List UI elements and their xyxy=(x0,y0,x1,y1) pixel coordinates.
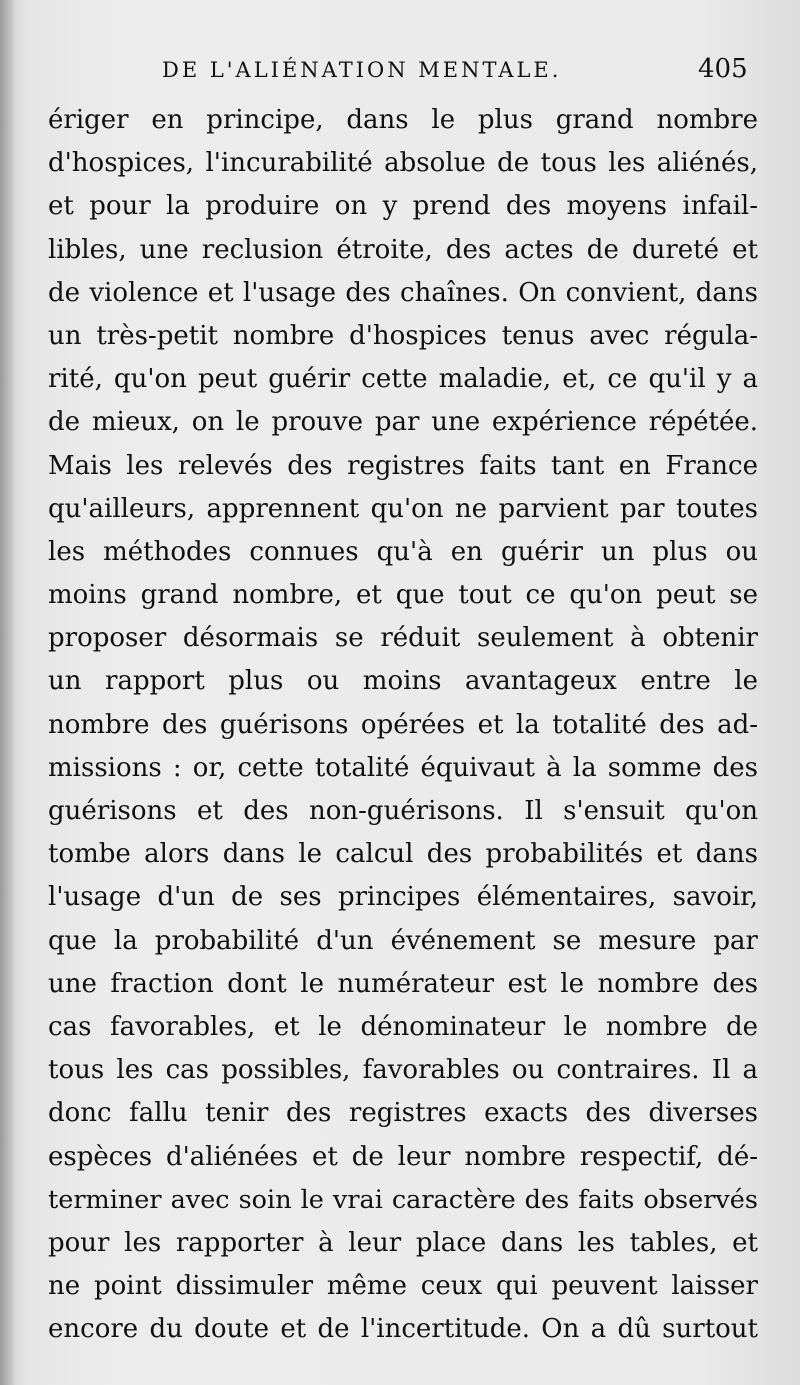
text-line: espèces d'aliénées et de leur nombre respectif, dé- xyxy=(48,1141,758,1172)
text-line: Mais les relevés des registres faits tant en France xyxy=(48,450,758,481)
page-gutter xyxy=(0,0,14,1385)
text-line: d'hospices, l'incurabilité absolue de tous les aliénés, xyxy=(48,148,758,179)
text-line: rité, qu'on peut guérir cette maladie, et, ce qu'il y a xyxy=(48,364,758,395)
text-line: qu'ailleurs, apprennent qu'on ne parvient par toutes xyxy=(48,493,758,524)
text-line: guérisons et des non-guérisons. Il s'ensuit qu'on xyxy=(48,796,758,826)
text-line: tous les cas possibles, favorables ou contraires. Il a xyxy=(48,1055,758,1086)
text-line: missions : or, cette totalité équivaut à la somme des xyxy=(48,752,758,783)
running-head: DE L'ALIÉNATION MENTALE. xyxy=(162,58,562,82)
text-line: un très-petit nombre d'hospices tenus avec régula- xyxy=(48,320,758,351)
text-line: l'usage d'un de ses principes élémentaires, savoir, xyxy=(48,882,758,913)
text-line: un rapport plus ou moins avantageux entre le xyxy=(48,666,758,697)
text-line: de violence et l'usage des chaînes. On convient, dans xyxy=(48,277,758,308)
text-line: terminer avec soin le vrai caractère des faits observés xyxy=(48,1184,758,1215)
text-line: tombe alors dans le calcul des probabilités et dans xyxy=(48,839,758,870)
text-line: les méthodes connues qu'à en guérir un plus ou xyxy=(48,536,758,567)
text-line: encore du doute et de l'incertitude. On a dû surtout xyxy=(48,1314,758,1345)
text-line: ne point dissimuler même ceux qui peuvent laisser xyxy=(48,1271,758,1302)
page-number: 405 xyxy=(698,54,748,84)
body-text xyxy=(48,99,758,1351)
text-line: nombre des guérisons opérées et la totalité des ad- xyxy=(48,709,758,740)
text-line: libles, une reclusion étroite, des actes de dureté et xyxy=(48,234,758,265)
text-line: de mieux, on le prouve par une expérience répétée. xyxy=(48,407,758,438)
text-line: que la probabilité d'un événement se mesure par xyxy=(48,925,758,956)
text-line: moins grand nombre, et que tout ce qu'on peut se xyxy=(48,580,758,611)
text-line: une fraction dont le numérateur est le nombre des xyxy=(48,968,758,999)
page-header xyxy=(0,52,800,92)
text-line: ériger en principe, dans le plus grand nombre xyxy=(48,105,758,135)
text-line: et pour la produire on y prend des moyens infail- xyxy=(48,191,758,222)
text-line: cas favorables, et le dénominateur le nombre de xyxy=(48,1011,758,1042)
text-line: donc fallu tenir des registres exacts des diverses xyxy=(48,1098,758,1129)
text-line: pour les rapporter à leur place dans les tables, et xyxy=(48,1227,758,1258)
text-line: proposer désormais se réduit seulement à obtenir xyxy=(48,623,758,654)
